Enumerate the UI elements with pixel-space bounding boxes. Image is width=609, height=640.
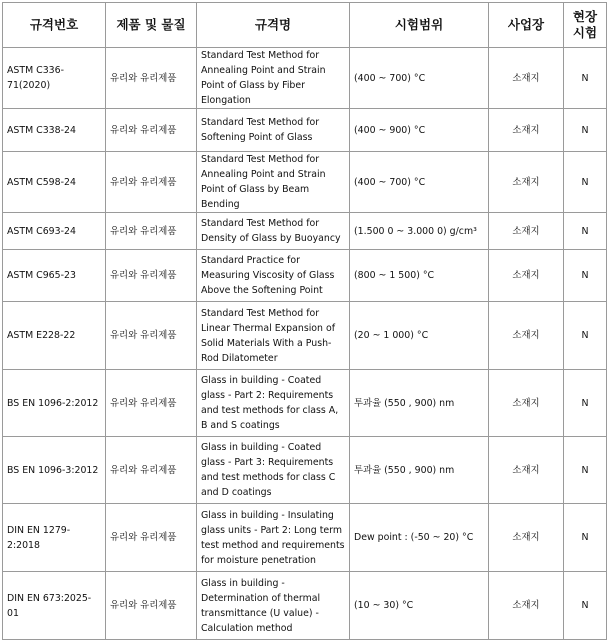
cell-code: ASTM C598-24 xyxy=(3,152,106,213)
cell-field-test: N xyxy=(564,109,607,152)
cell-product: 유리와 유리제품 xyxy=(106,213,197,250)
cell-product: 유리와 유리제품 xyxy=(106,250,197,302)
cell-site: 소재지 xyxy=(489,370,564,437)
cell-product: 유리와 유리제품 xyxy=(106,370,197,437)
cell-field-test: N xyxy=(564,504,607,572)
cell-code: ASTM C965-23 xyxy=(3,250,106,302)
cell-range: (400 ~ 700) °C xyxy=(350,152,489,213)
cell-field-test: N xyxy=(564,572,607,640)
cell-field-test: N xyxy=(564,370,607,437)
cell-field-test: N xyxy=(564,152,607,213)
header-row xyxy=(3,3,607,48)
cell-product: 유리와 유리제품 xyxy=(106,572,197,640)
cell-code: BS EN 1096-3:2012 xyxy=(3,437,106,504)
cell-code: ASTM C336-71(2020) xyxy=(3,48,106,109)
cell-range: 투과율 (550 , 900) nm xyxy=(350,437,489,504)
header-title: 규격명 xyxy=(197,3,350,48)
table-row xyxy=(3,152,607,213)
cell-title: Glass in building - Coated glass - Part 3: Requirements and test methods for class C and D coatings xyxy=(197,437,350,504)
header-site: 사업장 xyxy=(489,3,564,48)
cell-field-test: N xyxy=(564,48,607,109)
cell-title: Standard Test Method for Annealing Point and Strain Point of Glass by Beam Bending xyxy=(197,152,350,213)
cell-site: 소재지 xyxy=(489,437,564,504)
cell-title: Standard Test Method for Softening Point of Glass xyxy=(197,109,350,152)
table-row xyxy=(3,370,607,437)
cell-site: 소재지 xyxy=(489,109,564,152)
cell-product: 유리와 유리제품 xyxy=(106,48,197,109)
header-range: 시험범위 xyxy=(350,3,489,48)
cell-product: 유리와 유리제품 xyxy=(106,504,197,572)
table-row xyxy=(3,504,607,572)
table-row xyxy=(3,213,607,250)
cell-range: (400 ~ 700) °C xyxy=(350,48,489,109)
table-row xyxy=(3,48,607,109)
cell-product: 유리와 유리제품 xyxy=(106,302,197,370)
cell-product: 유리와 유리제품 xyxy=(106,109,197,152)
cell-title: Glass in building - Determination of thermal transmittance (U value) - Calculation method xyxy=(197,572,350,640)
cell-field-test: N xyxy=(564,213,607,250)
cell-product: 유리와 유리제품 xyxy=(106,152,197,213)
cell-range: Dew point : (-50 ~ 20) °C xyxy=(350,504,489,572)
cell-code: DIN EN 1279-2:2018 xyxy=(3,504,106,572)
cell-title: Standard Test Method for Annealing Point and Strain Point of Glass by Fiber Elongation xyxy=(197,48,350,109)
cell-title: Standard Test Method for Density of Glass by Buoyancy xyxy=(197,213,350,250)
table-row xyxy=(3,572,607,640)
cell-field-test: N xyxy=(564,302,607,370)
cell-site: 소재지 xyxy=(489,213,564,250)
standards-table xyxy=(2,2,607,640)
cell-code: DIN EN 673:2025-01 xyxy=(3,572,106,640)
cell-code: ASTM E228-22 xyxy=(3,302,106,370)
cell-field-test: N xyxy=(564,250,607,302)
cell-range: (800 ~ 1 500) °C xyxy=(350,250,489,302)
cell-site: 소재지 xyxy=(489,152,564,213)
cell-title: Standard Practice for Measuring Viscosity of Glass Above the Softening Point xyxy=(197,250,350,302)
table-row xyxy=(3,437,607,504)
cell-code: ASTM C693-24 xyxy=(3,213,106,250)
cell-range: (400 ~ 900) °C xyxy=(350,109,489,152)
header-field-test: 현장 시험 xyxy=(564,3,607,48)
cell-site: 소재지 xyxy=(489,504,564,572)
cell-range: (20 ~ 1 000) °C xyxy=(350,302,489,370)
header-product: 제품 및 물질 xyxy=(106,3,197,48)
cell-title: Glass in building - Coated glass - Part 2: Requirements and test methods for class A, B and S coatings xyxy=(197,370,350,437)
cell-range: 투과율 (550 , 900) nm xyxy=(350,370,489,437)
table-row xyxy=(3,250,607,302)
cell-range: (1.500 0 ~ 3.000 0) g/cm³ xyxy=(350,213,489,250)
cell-site: 소재지 xyxy=(489,250,564,302)
cell-range: (10 ~ 30) °C xyxy=(350,572,489,640)
cell-site: 소재지 xyxy=(489,48,564,109)
header-code: 규격번호 xyxy=(3,3,106,48)
cell-title: Glass in building - Insulating glass units - Part 2: Long term test method and requirements for moisture penetration xyxy=(197,504,350,572)
cell-title: Standard Test Method for Linear Thermal Expansion of Solid Materials With a Push-Rod Dilatometer xyxy=(197,302,350,370)
cell-code: ASTM C338-24 xyxy=(3,109,106,152)
cell-field-test: N xyxy=(564,437,607,504)
cell-site: 소재지 xyxy=(489,302,564,370)
cell-product: 유리와 유리제품 xyxy=(106,437,197,504)
table-row xyxy=(3,302,607,370)
table-row xyxy=(3,109,607,152)
cell-code: BS EN 1096-2:2012 xyxy=(3,370,106,437)
cell-site: 소재지 xyxy=(489,572,564,640)
